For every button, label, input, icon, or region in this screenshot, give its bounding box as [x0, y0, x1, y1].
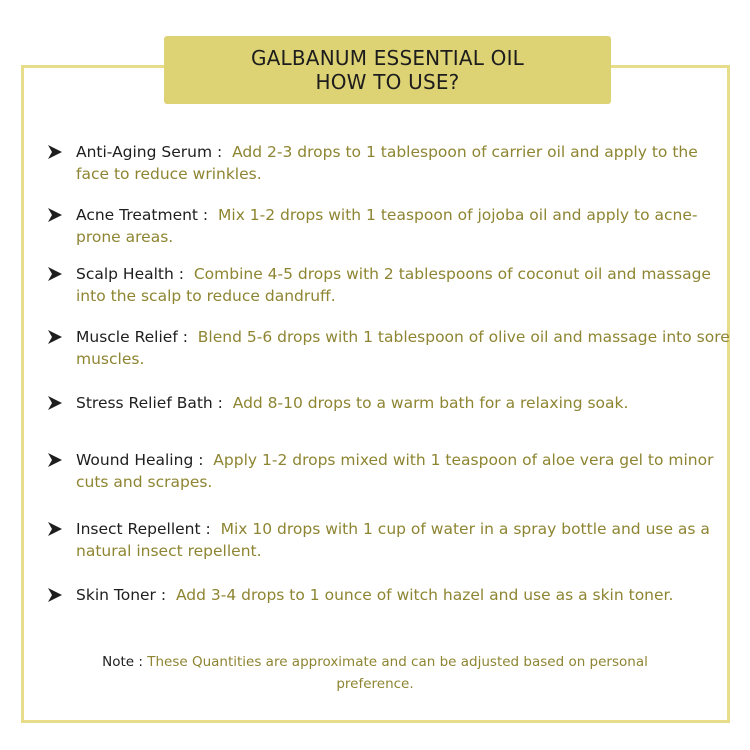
- usage-item-muscle-relief: [48, 326, 733, 370]
- usage-item-insect-repellent: [48, 518, 733, 562]
- arrowhead-bullet-icon: [48, 330, 62, 344]
- note-text: These Quantities are approximate and can be adjusted based on personal preference.: [147, 654, 648, 692]
- usage-item-skin-toner: [48, 584, 733, 606]
- usage-description: Blend 5-6 drops with 1 tablespoon of olive oil and massage into sore muscles.: [76, 328, 730, 368]
- usage-description: Apply 1-2 drops mixed with 1 teaspoon of aloe vera gel to minor cuts and scrapes.: [76, 451, 714, 491]
- usage-description: Add 2-3 drops to 1 tablespoon of carrier oil and apply to the face to reduce wrinkles.: [76, 143, 698, 183]
- usage-description: Mix 10 drops with 1 cup of water in a spray bottle and use as a natural insect repellent.: [76, 520, 710, 560]
- usage-item-wound-healing: [48, 449, 733, 493]
- usage-item-acne-treatment: [48, 204, 733, 248]
- note-label: Note :: [102, 654, 143, 670]
- usage-item-scalp-health: [48, 263, 733, 307]
- usage-label: Anti-Aging Serum :: [76, 143, 223, 161]
- usage-label: Skin Toner :: [76, 586, 167, 604]
- usage-label: Acne Treatment :: [76, 206, 209, 224]
- usage-description: Combine 4-5 drops with 2 tablespoons of coconut oil and massage into the scalp to reduce dandruff.: [76, 265, 711, 305]
- usage-item-stress-relief-bath: [48, 392, 733, 414]
- usage-label: Scalp Health :: [76, 265, 184, 283]
- usage-description: Add 3-4 drops to 1 ounce of witch hazel and use as a skin toner.: [175, 586, 674, 604]
- arrowhead-bullet-icon: [48, 208, 62, 222]
- arrowhead-bullet-icon: [48, 267, 62, 281]
- arrowhead-bullet-icon: [48, 396, 62, 410]
- usage-description: Mix 1-2 drops with 1 teaspoon of jojoba oil and apply to acne-prone areas.: [76, 206, 698, 246]
- title-line-1: GALBANUM ESSENTIAL OIL: [250, 46, 525, 70]
- usage-item-anti-aging-serum: [48, 141, 733, 185]
- arrowhead-bullet-icon: [48, 588, 62, 602]
- usage-label: Insect Repellent :: [76, 520, 211, 538]
- arrowhead-bullet-icon: [48, 145, 62, 159]
- arrowhead-bullet-icon: [48, 522, 62, 536]
- footnote: [90, 651, 660, 695]
- usage-label: Wound Healing :: [76, 451, 204, 469]
- title-banner: [164, 36, 611, 104]
- usage-label: Stress Relief Bath :: [76, 394, 223, 412]
- arrowhead-bullet-icon: [48, 453, 62, 467]
- usage-description: Add 8-10 drops to a warm bath for a relaxing soak.: [232, 394, 629, 412]
- usage-label: Muscle Relief :: [76, 328, 188, 346]
- title-line-2: HOW TO USE?: [315, 70, 460, 94]
